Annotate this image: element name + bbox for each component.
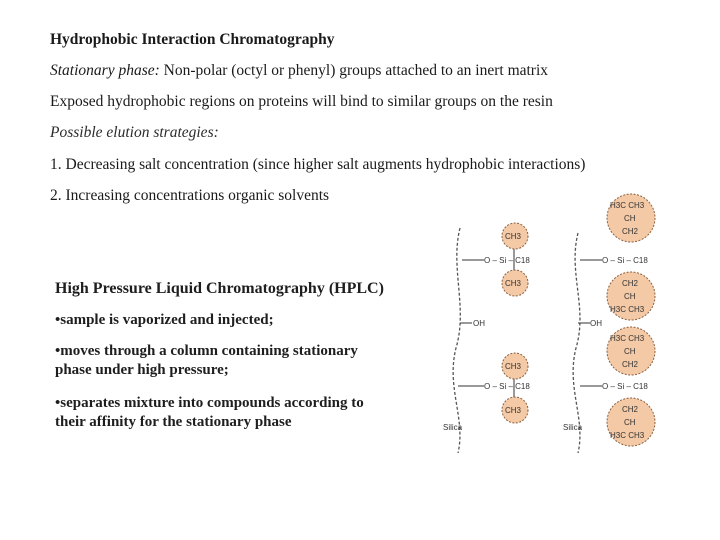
ch-label: CH <box>624 292 636 301</box>
ch3-label: CH3 <box>505 406 522 415</box>
hplc-title: High Pressure Liquid Chromatography (HPLC) <box>55 280 384 297</box>
hic-title: Hydrophobic Interaction Chromatography <box>50 31 335 48</box>
right-chain-top <box>580 194 655 320</box>
stationary-phase-line <box>50 61 548 81</box>
ch3-label: CH3 <box>505 362 522 371</box>
ch2-label: CH2 <box>622 279 639 288</box>
hplc-bullet-2-line-2: phase under high pressure; <box>55 362 229 378</box>
osi-c18-label: O – Si – C18 <box>602 382 648 391</box>
stationary-phase-text: Non-polar (octyl or phenyl) groups attached to an inert matrix <box>159 62 549 79</box>
h3c-ch3-label: H3C CH3 <box>610 201 645 210</box>
hplc-bullet-2 <box>55 342 425 380</box>
hplc-bullet-1: •sample is vaporized and injected; <box>55 312 274 328</box>
hplc-bullet-2-line-1: •moves through a column containing stationary <box>55 343 358 359</box>
left-ligand-bottom <box>458 353 530 423</box>
right-chain-bottom <box>580 327 655 446</box>
osi-c18-label: O – Si – C18 <box>484 256 530 265</box>
left-hydroxyl <box>460 319 485 328</box>
oh-label: OH <box>473 319 485 328</box>
hplc-bullet-3-line-1: •separates mixture into compounds according to <box>55 395 364 411</box>
ch3-label: CH3 <box>505 232 522 241</box>
h3c-ch3-label: H3C CH3 <box>610 334 645 343</box>
oh-label: OH <box>590 319 602 328</box>
strategy-1: 1. Decreasing salt concentration (since higher salt augments hydrophobic interactions) <box>50 156 586 173</box>
hplc-bullet-3 <box>55 394 425 432</box>
strategy-2: 2. Increasing concentrations organic solvents <box>50 187 330 204</box>
right-hydroxyl <box>578 319 602 328</box>
elution-strategies-label: Possible elution strategies: <box>50 124 219 141</box>
osi-c18-label: O – Si – C18 <box>602 256 648 265</box>
h3c-ch3-label: H3C CH3 <box>610 305 645 314</box>
ch-label: CH <box>624 418 636 427</box>
silica-label-right: Silica <box>563 423 583 432</box>
hplc-bullet-3-line-2: their affinity for the stationary phase <box>55 414 292 430</box>
ch2-label: CH2 <box>622 360 639 369</box>
silica-backbone-right <box>573 233 580 453</box>
left-ligand-top <box>462 223 530 296</box>
ch-label: CH <box>624 347 636 356</box>
stationary-phase-diagram <box>438 188 678 463</box>
ch2-label: CH2 <box>622 227 639 236</box>
stationary-phase-label: Stationary phase: <box>50 62 160 79</box>
h3c-ch3-label: H3C CH3 <box>610 431 645 440</box>
ch3-label: CH3 <box>505 279 522 288</box>
ch-label: CH <box>624 214 636 223</box>
silica-backbone-left <box>453 228 460 453</box>
silica-label-left: Silica <box>443 423 463 432</box>
exposed-regions-line: Exposed hydrophobic regions on proteins will bind to similar groups on the resin <box>50 93 553 110</box>
ch2-label: CH2 <box>622 405 639 414</box>
osi-c18-label: O – Si – C18 <box>484 382 530 391</box>
